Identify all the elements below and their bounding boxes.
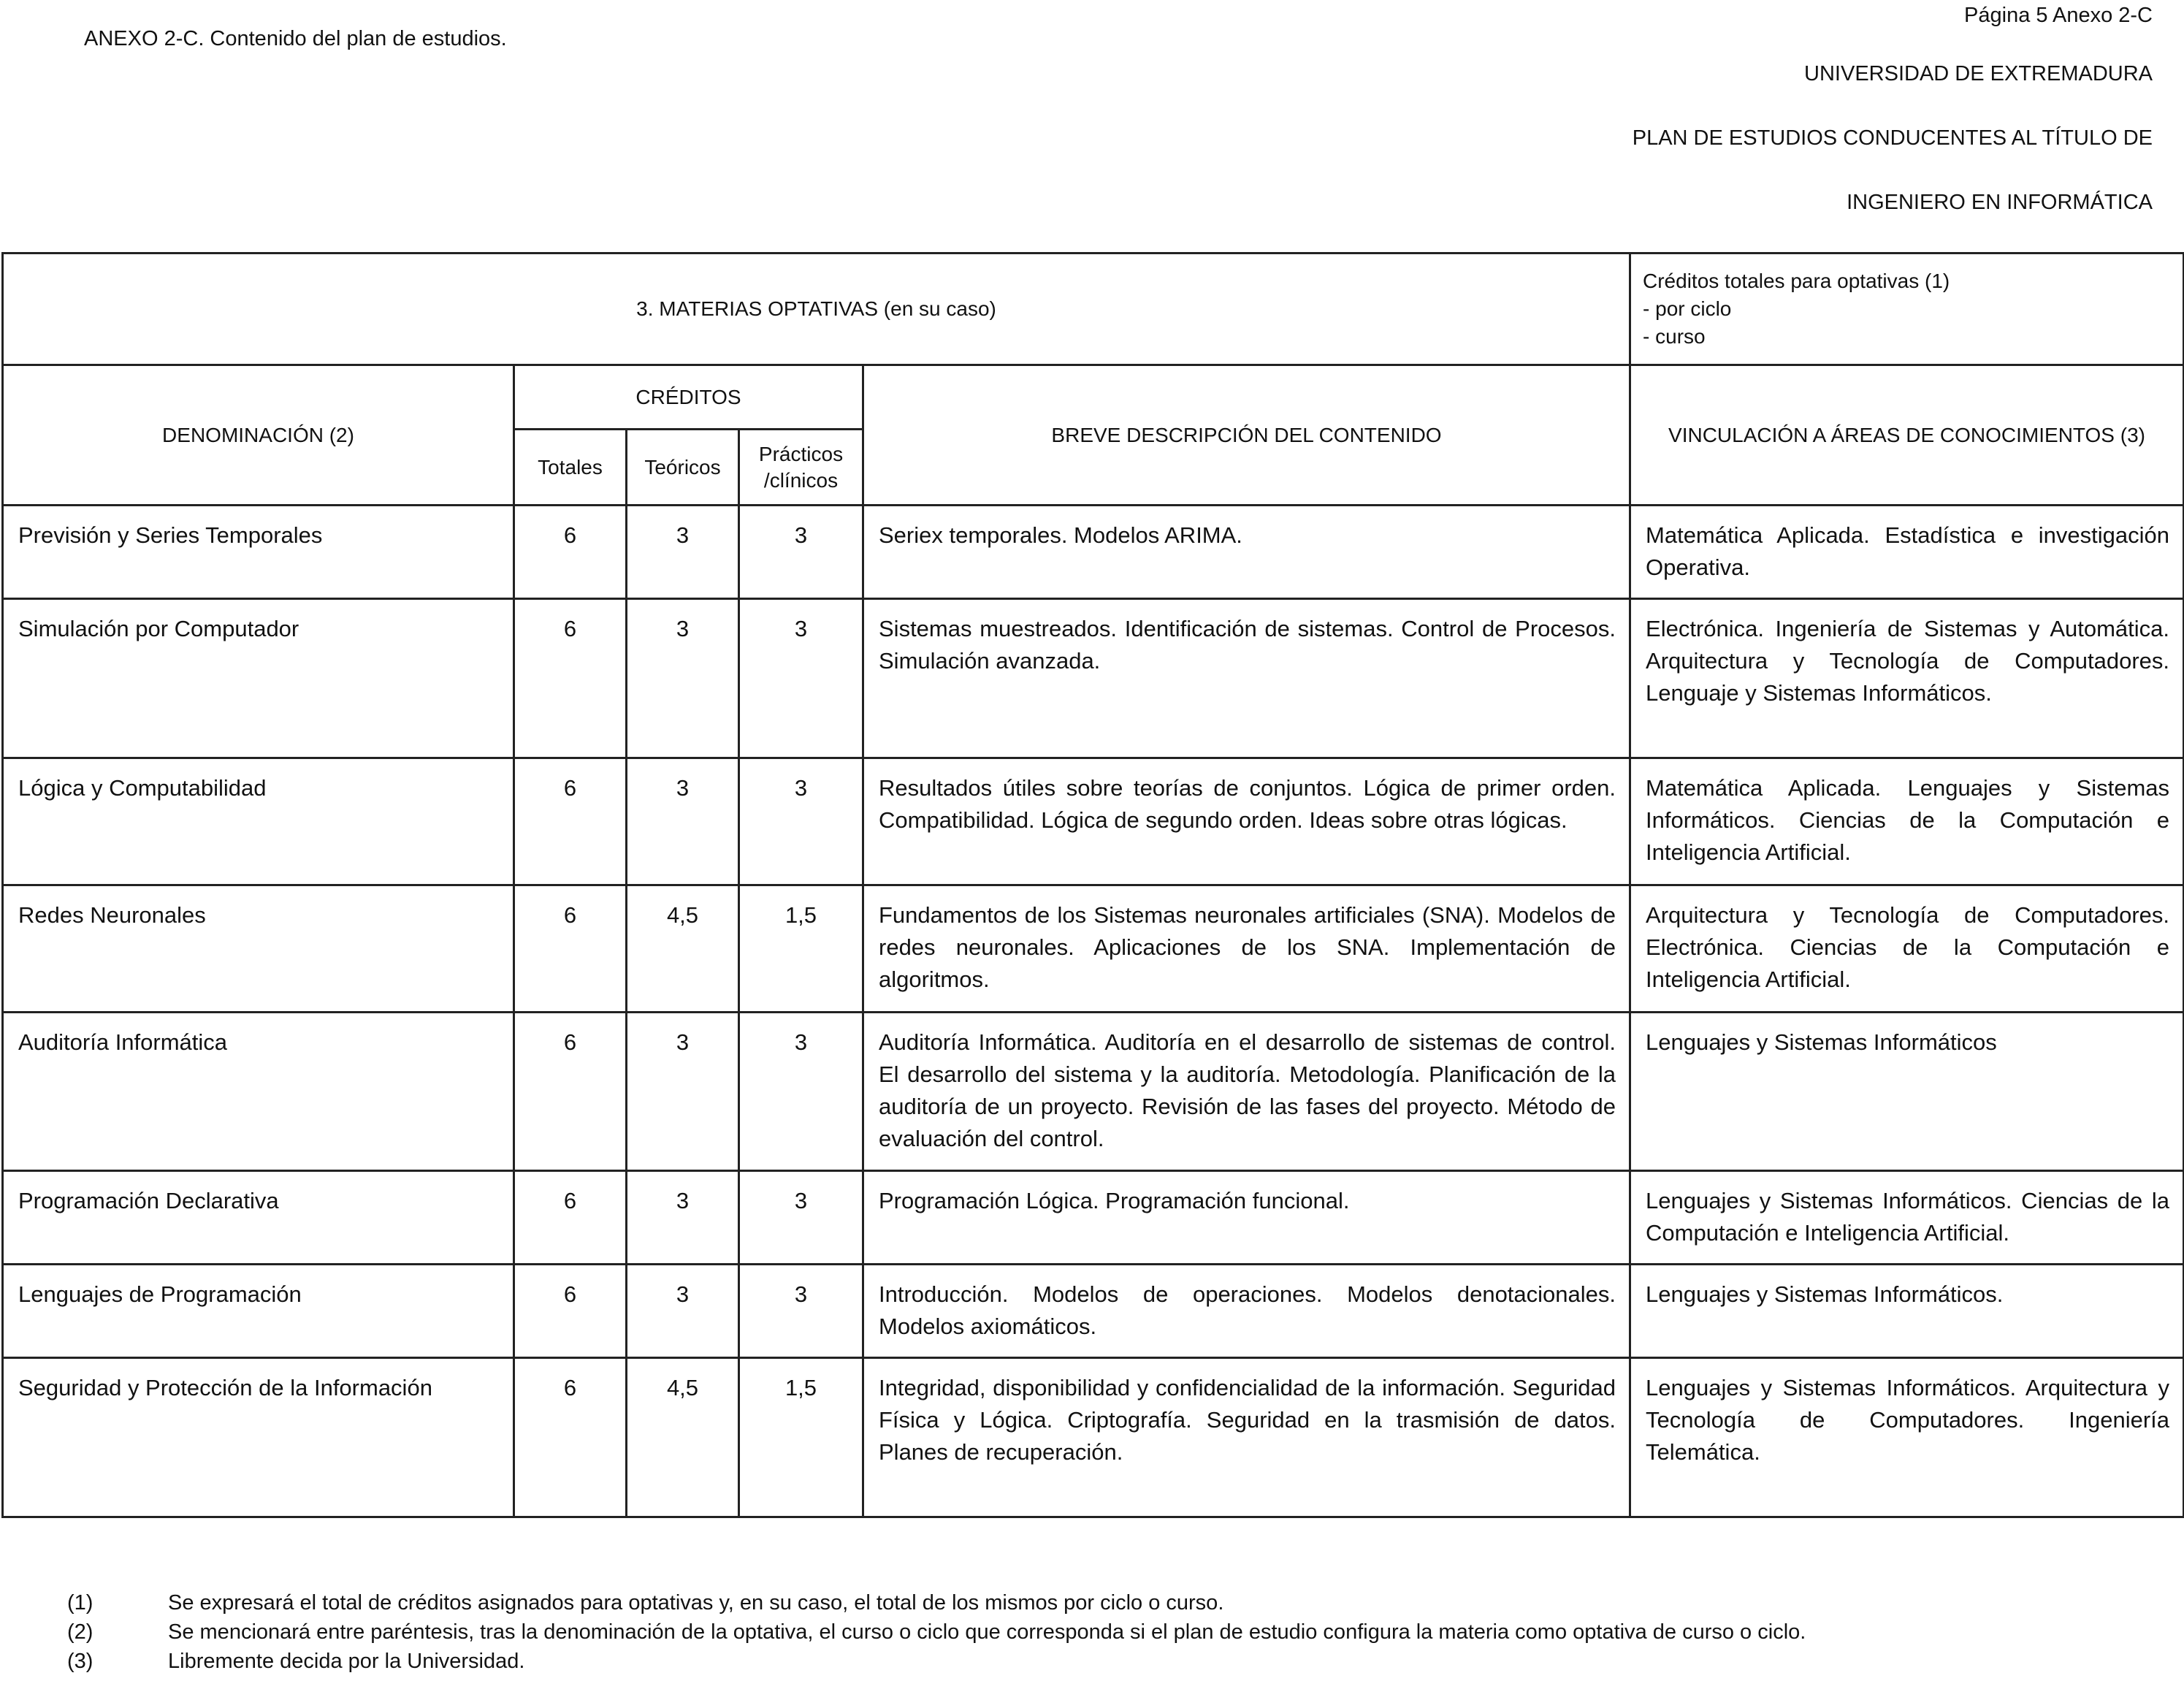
col-vinculacion: VINCULACIÓN A ÁREAS DE CONOCIMIENTOS (3) bbox=[1630, 365, 2184, 506]
course-areas: Matemática Aplicada. Estadística e investigación Operativa. bbox=[1630, 506, 2184, 599]
credits-totales: 6 bbox=[514, 1171, 627, 1265]
credits-practicos: 3 bbox=[739, 599, 863, 758]
plan-title-line-2: INGENIERO EN INFORMÁTICA bbox=[1847, 191, 2153, 214]
optativas-credits-cell bbox=[1630, 254, 2184, 365]
credits-totales: 6 bbox=[514, 885, 627, 1013]
credits-teoricos: 3 bbox=[627, 758, 739, 885]
footnote-number: (1) bbox=[67, 1591, 93, 1615]
col-teoricos: Teóricos bbox=[627, 430, 739, 506]
footnote-text: Se expresará el total de créditos asignados para optativas y, en su caso, el total de los mismos por ciclo o curso. bbox=[168, 1591, 1224, 1615]
credits-teoricos: 3 bbox=[627, 1013, 739, 1171]
col-descripcion: BREVE DESCRIPCIÓN DEL CONTENIDO bbox=[863, 365, 1630, 506]
footnote-number: (2) bbox=[67, 1620, 93, 1644]
col-creditos: CRÉDITOS bbox=[514, 365, 863, 430]
course-name: Simulación por Computador bbox=[3, 599, 514, 758]
course-description: Integridad, disponibilidad y confidencialidad de la información. Seguridad Física y Lógica. Criptografía. Seguridad en la trasmisión de datos. Planes de recuperación. bbox=[863, 1358, 1630, 1517]
credits-totales: 6 bbox=[514, 1358, 627, 1517]
annex-title: ANEXO 2-C. Contenido del plan de estudios. bbox=[84, 27, 507, 50]
footnote-text: Se mencionará entre paréntesis, tras la denominación de la optativa, el curso o ciclo que corresponda si el plan de estudio configura la materia como optativa de curso o ciclo. bbox=[168, 1620, 1806, 1644]
col-denominacion: DENOMINACIÓN (2) bbox=[3, 365, 514, 506]
optativas-credits-line: Créditos totales para optativas (1) bbox=[1643, 270, 1950, 292]
footnotes bbox=[67, 1588, 1806, 1676]
footnote bbox=[67, 1617, 1806, 1647]
credits-practicos: 1,5 bbox=[739, 885, 863, 1013]
course-description: Sistemas muestreados. Identificación de sistemas. Control de Procesos. Simulación avanzada. bbox=[863, 599, 1630, 758]
credits-practicos: 3 bbox=[739, 1265, 863, 1358]
col-totales: Totales bbox=[514, 430, 627, 506]
course-description: Resultados útiles sobre teorías de conjuntos. Lógica de primer orden. Compatibilidad. Lógica de segundo orden. Ideas sobre otras lógicas. bbox=[863, 758, 1630, 885]
table-row bbox=[3, 1171, 2184, 1265]
table-row bbox=[3, 1013, 2184, 1171]
credits-totales: 6 bbox=[514, 506, 627, 599]
credits-practicos: 3 bbox=[739, 758, 863, 885]
credits-teoricos: 3 bbox=[627, 599, 739, 758]
table-row bbox=[3, 758, 2184, 885]
footnote-text: Libremente decida por la Universidad. bbox=[168, 1650, 525, 1673]
credits-teoricos: 3 bbox=[627, 1171, 739, 1265]
credits-practicos: 3 bbox=[739, 1171, 863, 1265]
course-areas: Electrónica. Ingeniería de Sistemas y Automática. Arquitectura y Tecnología de Computadores. Lenguaje y Sistemas Informáticos. bbox=[1630, 599, 2184, 758]
plan-title-line-1: PLAN DE ESTUDIOS CONDUCENTES AL TÍTULO DE bbox=[1632, 126, 2153, 150]
credits-totales: 6 bbox=[514, 1013, 627, 1171]
course-name: Auditoría Informática bbox=[3, 1013, 514, 1171]
section-header-row bbox=[3, 254, 2184, 365]
optativas-credits-line: - por ciclo bbox=[1643, 297, 1732, 320]
credits-practicos: 3 bbox=[739, 506, 863, 599]
credits-teoricos: 3 bbox=[627, 506, 739, 599]
credits-totales: 6 bbox=[514, 1265, 627, 1358]
footnote bbox=[67, 1647, 1806, 1676]
course-name: Lógica y Computabilidad bbox=[3, 758, 514, 885]
credits-totales: 6 bbox=[514, 758, 627, 885]
column-header-row-1 bbox=[3, 365, 2184, 430]
course-name: Previsión y Series Temporales bbox=[3, 506, 514, 599]
course-areas: Lenguajes y Sistemas Informáticos. Arquitectura y Tecnología de Computadores. Ingeniería Telemática. bbox=[1630, 1358, 2184, 1517]
footnote-number: (3) bbox=[67, 1650, 93, 1673]
course-name: Programación Declarativa bbox=[3, 1171, 514, 1265]
page-number: Página 5 Anexo 2-C bbox=[1964, 4, 2153, 27]
course-areas: Lenguajes y Sistemas Informáticos. bbox=[1630, 1265, 2184, 1358]
course-description: Introducción. Modelos de operaciones. Modelos denotacionales. Modelos axiomáticos. bbox=[863, 1265, 1630, 1358]
col-practicos-line: /clínicos bbox=[763, 468, 839, 492]
course-name: Redes Neuronales bbox=[3, 885, 514, 1013]
table-row bbox=[3, 599, 2184, 758]
course-description: Fundamentos de los Sistemas neuronales artificiales (SNA). Modelos de redes neuronales. Aplicaciones de los SNA. Implementación de algoritmos. bbox=[863, 885, 1630, 1013]
table-row bbox=[3, 1358, 2184, 1517]
credits-teoricos: 4,5 bbox=[627, 885, 739, 1013]
credits-totales: 6 bbox=[514, 599, 627, 758]
col-practicos-line: Prácticos bbox=[758, 442, 844, 465]
university-name: UNIVERSIDAD DE EXTREMADURA bbox=[1804, 62, 2153, 85]
section-title: 3. MATERIAS OPTATIVAS (en su caso) bbox=[3, 254, 1630, 365]
credits-teoricos: 3 bbox=[627, 1265, 739, 1358]
table-row bbox=[3, 1265, 2184, 1358]
course-areas: Lenguajes y Sistemas Informáticos. Ciencias de la Computación e Inteligencia Artificial. bbox=[1630, 1171, 2184, 1265]
footnote bbox=[67, 1588, 1806, 1617]
course-areas: Arquitectura y Tecnología de Computadores. Electrónica. Ciencias de la Computación e Inteligencia Artificial. bbox=[1630, 885, 2184, 1013]
course-areas: Matemática Aplicada. Lenguajes y Sistemas Informáticos. Ciencias de la Computación e Inteligencia Artificial. bbox=[1630, 758, 2184, 885]
credits-teoricos: 4,5 bbox=[627, 1358, 739, 1517]
course-name: Lenguajes de Programación bbox=[3, 1265, 514, 1358]
credits-practicos: 3 bbox=[739, 1013, 863, 1171]
course-description: Seriex temporales. Modelos ARIMA. bbox=[863, 506, 1630, 599]
course-areas: Lenguajes y Sistemas Informáticos bbox=[1630, 1013, 2184, 1171]
course-description: Programación Lógica. Programación funcional. bbox=[863, 1171, 1630, 1265]
optativas-table bbox=[1, 252, 2184, 1518]
optativas-credits-line: - curso bbox=[1643, 325, 1706, 348]
table-row bbox=[3, 885, 2184, 1013]
course-name: Seguridad y Protección de la Información bbox=[3, 1358, 514, 1517]
table-row bbox=[3, 506, 2184, 599]
col-practicos bbox=[739, 430, 863, 506]
course-description: Auditoría Informática. Auditoría en el desarrollo de sistemas de control. El desarrollo del sistema y la auditoría. Metodología. Planificación de la auditoría de un proyecto. Revisión de las fases del proyecto. Método de evaluación del control. bbox=[863, 1013, 1630, 1171]
credits-practicos: 1,5 bbox=[739, 1358, 863, 1517]
